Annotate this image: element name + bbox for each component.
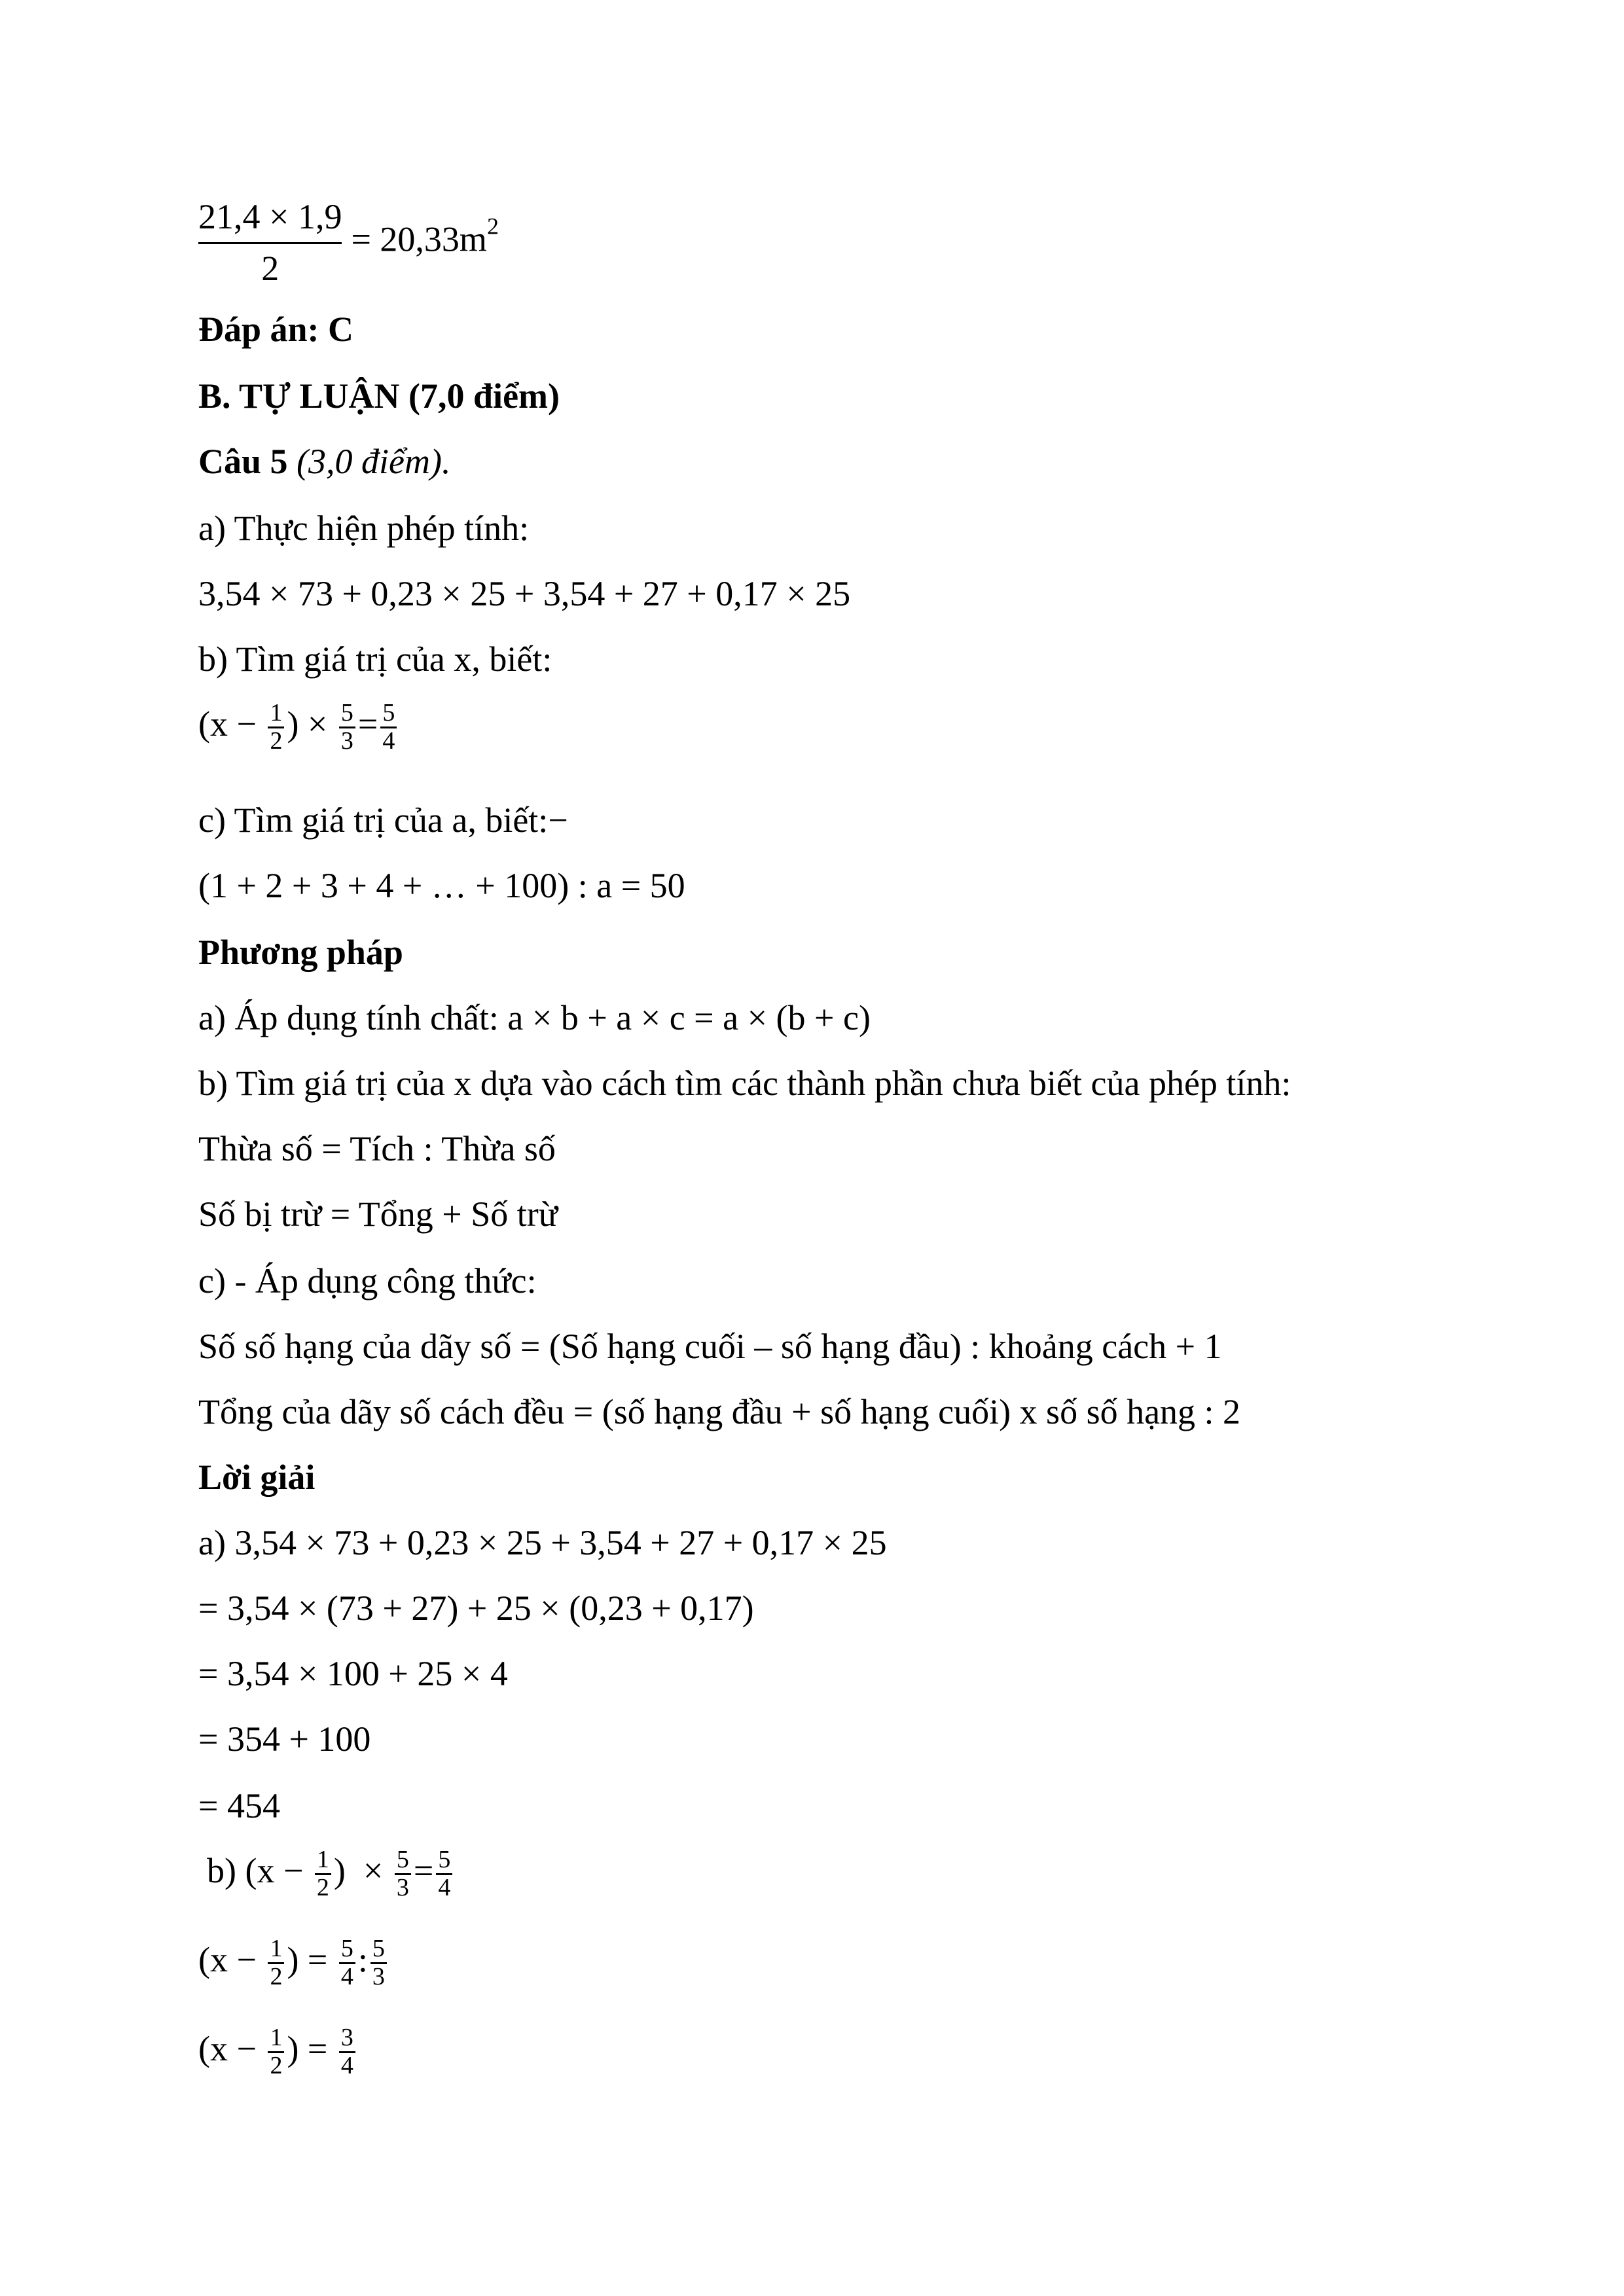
frac-den: 4 — [340, 2051, 353, 2079]
frac-den: 2 — [270, 2051, 283, 2079]
divide-sign: : — [357, 1939, 368, 1979]
task-a-label: a) Thực hiện phép tính: — [198, 509, 530, 548]
question-5-points: (3,0 điểm). — [297, 442, 451, 481]
fraction-one-half — [268, 2025, 284, 2079]
fraction-one-half — [315, 1847, 331, 1901]
times-sign: × — [363, 1850, 384, 1890]
method-heading: Phương pháp — [198, 933, 403, 972]
method-line-c: c) - Áp dụng công thức: — [198, 1261, 537, 1300]
fraction-five-fourths — [436, 1847, 452, 1901]
frac-num: 5 — [436, 1847, 452, 1875]
area-calculation — [198, 195, 499, 291]
eq-equals: = — [413, 1850, 434, 1890]
solution-b-3 — [198, 2025, 358, 2079]
fraction-three-fourths — [339, 2025, 355, 2079]
section-b-heading: B. TỰ LUẬN (7,0 điểm) — [198, 376, 560, 416]
eq-open: (x − — [198, 704, 257, 744]
solution-b-2 — [198, 1936, 389, 1990]
eq-close-times: ) × — [287, 704, 328, 744]
method-formula-2: Tổng của dãy số cách đều = (số hạng đầu + số hạng cuối) x số số hạng : 2 — [198, 1392, 1241, 1431]
question-5-title: Câu 5 — [198, 442, 288, 481]
solution-heading: Lời giải — [198, 1458, 316, 1497]
frac-num: 5 — [380, 700, 397, 728]
frac-den: 2 — [316, 1873, 329, 1901]
solution-a-1: a) 3,54 × 73 + 0,23 × 25 + 3,54 + 27 + 0,17 × 25 — [198, 1523, 887, 1562]
fraction-five-thirds — [339, 700, 355, 755]
method-line-b: b) Tìm giá trị của x dựa vào cách tìm các thành phần chưa biết của phép tính: — [198, 1064, 1291, 1103]
eq-open: b) (x − — [207, 1850, 304, 1890]
frac-num: 1 — [268, 1936, 284, 1964]
frac-num: 5 — [339, 1936, 355, 1964]
eq-equals: = — [357, 704, 378, 744]
fraction-five-thirds — [370, 1936, 387, 1990]
frac-den: 4 — [438, 1873, 451, 1901]
frac-num: 1 — [315, 1847, 331, 1875]
fraction-five-fourths — [380, 700, 397, 755]
answer-line: Đáp án: C — [198, 310, 354, 349]
eq-close-equals: ) = — [287, 2028, 328, 2068]
area-result: = 20,33m — [351, 219, 487, 259]
frac-num: 5 — [395, 1847, 411, 1875]
frac-num: 1 — [268, 2025, 284, 2053]
frac-den: 3 — [340, 726, 353, 755]
task-c-expression: (1 + 2 + 3 + 4 + … + 100) : a = 50 — [198, 866, 685, 905]
area-fraction — [198, 195, 342, 291]
fraction-one-half — [268, 1936, 284, 1990]
method-formula-1: Số số hạng của dãy số = (Số hạng cuối – số hạng đầu) : khoảng cách + 1 — [198, 1327, 1222, 1366]
frac-num: 1 — [268, 700, 284, 728]
method-rule-1: Thừa số = Tích : Thừa số — [198, 1129, 556, 1168]
area-numerator: 21,4 × 1,9 — [198, 195, 342, 244]
method-rule-2: Số bị trừ = Tổng + Số trừ — [198, 1194, 558, 1234]
eq-open: (x − — [198, 1939, 257, 1979]
frac-num: 5 — [339, 700, 355, 728]
area-denominator: 2 — [261, 248, 280, 288]
solution-b-1 — [207, 1847, 455, 1901]
solution-a-2: = 3,54 × (73 + 27) + 25 × (0,23 + 0,17) — [198, 1588, 754, 1628]
solution-a-5: = 454 — [198, 1786, 280, 1825]
fraction-one-half — [268, 700, 284, 755]
frac-den: 4 — [382, 726, 395, 755]
eq-close: ) — [333, 1850, 346, 1890]
solution-a-4: = 354 + 100 — [198, 1719, 371, 1759]
frac-den: 2 — [270, 726, 283, 755]
area-unit-exponent: 2 — [486, 213, 499, 240]
eq-close-equals: ) = — [287, 1939, 328, 1979]
fraction-five-fourths — [339, 1936, 355, 1990]
eq-open: (x − — [198, 2028, 257, 2068]
solution-a-3: = 3,54 × 100 + 25 × 4 — [198, 1654, 508, 1693]
frac-den: 3 — [396, 1873, 409, 1901]
task-b-label: b) Tìm giá trị của x, biết: — [198, 639, 552, 679]
frac-den: 4 — [340, 1962, 353, 1990]
task-b-equation — [198, 700, 399, 755]
method-line-a: a) Áp dụng tính chất: a × b + a × c = a × (b + c) — [198, 998, 871, 1037]
frac-den: 3 — [372, 1962, 385, 1990]
frac-num: 3 — [339, 2025, 355, 2053]
frac-den: 2 — [270, 1962, 283, 1990]
task-c-label: c) Tìm giá trị của a, biết:− — [198, 800, 568, 840]
task-a-expression: 3,54 × 73 + 0,23 × 25 + 3,54 + 27 + 0,17 × 25 — [198, 574, 851, 613]
frac-num: 5 — [370, 1936, 387, 1964]
fraction-five-thirds — [395, 1847, 411, 1901]
question-5-heading — [198, 444, 450, 479]
